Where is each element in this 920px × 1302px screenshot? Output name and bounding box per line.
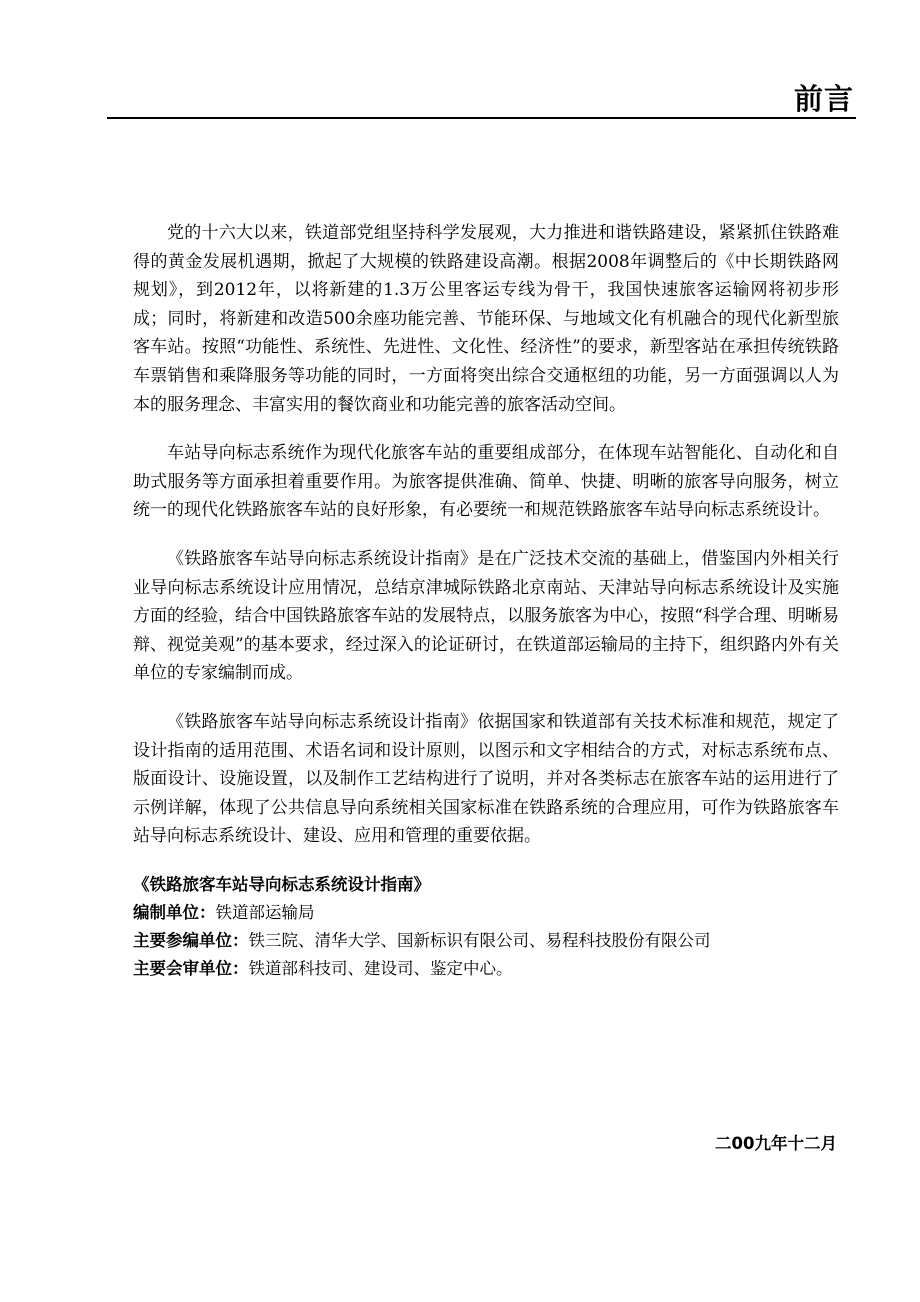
preface-body bbox=[133, 219, 839, 983]
header-divider bbox=[107, 117, 856, 119]
reviewers-label: 主要会审单位： bbox=[133, 958, 249, 978]
contributors-value: 铁三院、清华大学、国新标识有限公司、易程科技股份有限公司 bbox=[248, 930, 711, 950]
credit-contributors-line bbox=[133, 927, 839, 955]
editor-value: 铁道部运输局 bbox=[215, 902, 315, 922]
credit-book-title-line bbox=[133, 871, 839, 899]
paragraph-1: 党的十六大以来，铁道部党组坚持科学发展观，大力推进和谐铁路建设，紧紧抓住铁路难得的黄金发展机遇期，掀起了大规模的铁路建设高潮。根据2008年调整后的《中长期铁路网规划》，到2012年，以将新建的1.3万公里客运专线为骨干，我国快速旅客运输网将初步形成；同时，将新建和改造500余座功能完善、节能环保、与地域文化有机融合的现代化新型旅客车站。按照“功能性、系统性、先进性、文化性、经济性”的要求，新型客站在承担传统铁路车票销售和乘降服务等功能的同时，一方面将突出综合交通枢纽的功能，另一方面强调以人为本的服务理念、丰富实用的餐饮商业和功能完善的旅客活动空间。 bbox=[133, 223, 839, 415]
contributors-label: 主要参编单位： bbox=[133, 930, 249, 950]
credit-reviewers-line bbox=[133, 955, 839, 983]
reviewers-value: 铁道部科技司、建设司、鉴定中心。 bbox=[248, 958, 513, 978]
book-title: 《铁路旅客车站导向标志系统设计指南》 bbox=[133, 874, 430, 894]
credit-editor-line bbox=[133, 899, 839, 927]
paragraph-3: 《铁路旅客车站导向标志系统设计指南》是在广泛技术交流的基础上，借鉴国内外相关行业导向标志系统设计应用情况，总结京津城际铁路北京南站、天津站导向标志系统设计及实施方面的经验，结合中国铁路旅客车站的发展特点，以服务旅客为中心，按照“科学合理、明晰易辩、视觉美观”的基本要求，经过深入的论证研讨，在铁道部运输局的主持下，组织路内外有关单位的专家编制而成。 bbox=[133, 548, 839, 684]
page-title: 前言 bbox=[793, 82, 854, 116]
paragraph-2: 车站导向标志系统作为现代化旅客车站的重要组成部分，在体现车站智能化、自动化和自助式服务等方面承担着重要作用。为旅客提供准确、简单、快捷、明晰的旅客导向服务，树立统一的现代化铁路旅客车站的良好形象，有必要统一和规范铁路旅客车站导向标志系统设计。 bbox=[133, 443, 839, 521]
paragraph-4: 《铁路旅客车站导向标志系统设计指南》依据国家和铁道部有关技术标准和规范，规定了设计指南的适用范围、术语名词和设计原则，以图示和文字相结合的方式，对标志系统布点、版面设计、设施设置，以及制作工艺结构进行了说明，并对各类标志在旅客车站的运用进行了示例详解，体现了公共信息导向系统相关国家标准在铁路系统的合理应用，可作为铁路旅客车站导向标志系统设计、建设、应用和管理的重要依据。 bbox=[133, 711, 839, 847]
credits-block bbox=[133, 871, 839, 983]
document-date: 二00九年十二月 bbox=[715, 1134, 837, 1153]
editor-label: 编制单位： bbox=[133, 902, 216, 922]
